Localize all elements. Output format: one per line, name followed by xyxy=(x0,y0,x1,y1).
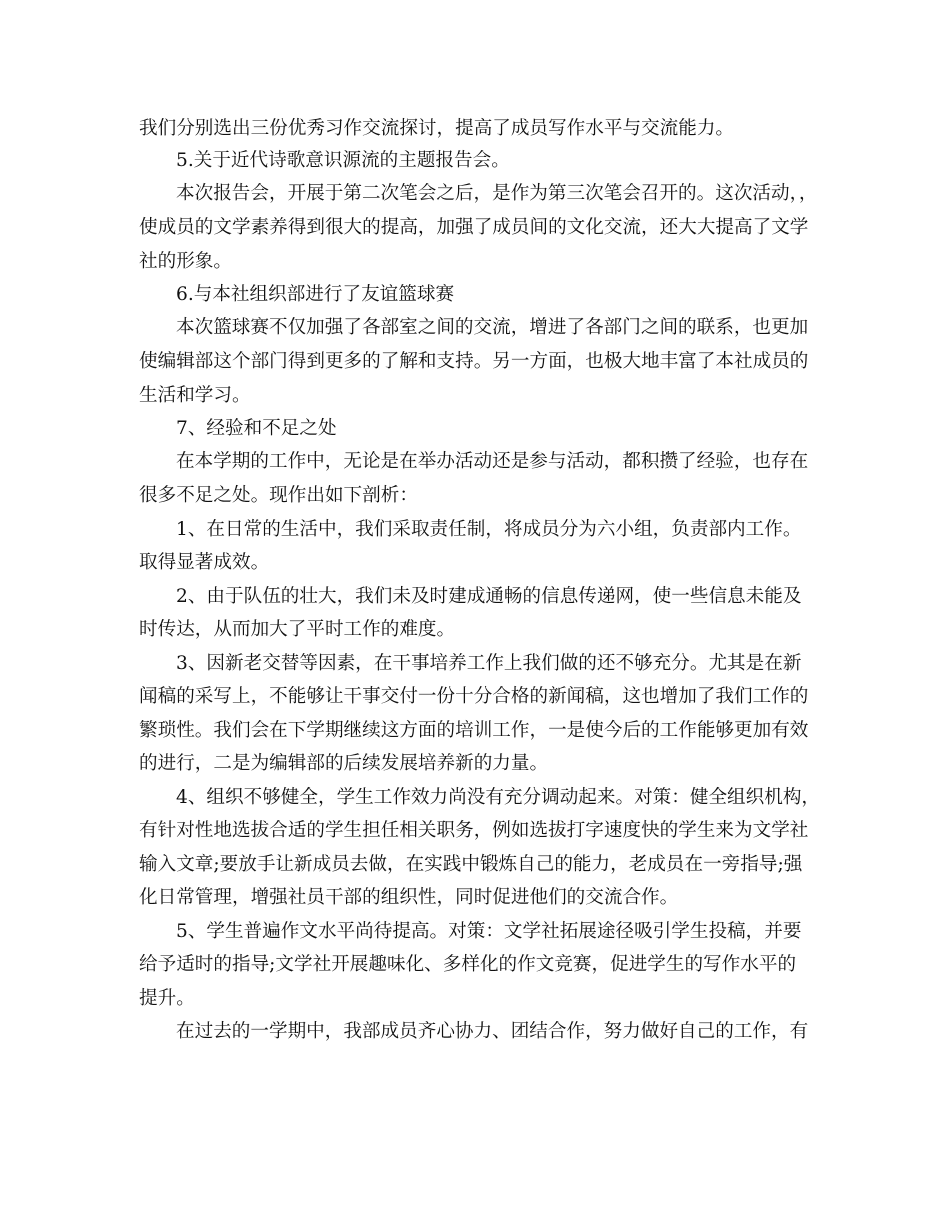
text-line: 社的形象。 xyxy=(139,251,232,272)
text-line: 提升。 xyxy=(139,988,195,1009)
text-line: 化日常管理，增强社员干部的组织性，同时促进他们的交流合作。 xyxy=(139,887,679,908)
text-line: 的进行，二是为编辑部的后续发展培养新的力量。 xyxy=(139,753,549,774)
paragraph-first-line: 2、由于队伍的壮大，我们未及时建成通畅的信息传递网，使一些信息未能及 xyxy=(176,586,802,607)
paragraph-first-line: 本次篮球赛不仅加强了各部室之间的交流，增进了各部门之间的联系，也更加 xyxy=(176,317,809,338)
paragraph-first-line: 1、在日常的生活中，我们采取责任制，将成员分为六小组，负责部内工作。 xyxy=(176,519,802,540)
paragraph-first-line: 在过去的一学期中，我部成员齐心协力、团结合作，努力做好自己的工作，有 xyxy=(176,1021,809,1042)
paragraph-first-line: 3、因新老交替等因素，在干事培养工作上我们做的还不够充分。尤其是在新 xyxy=(176,653,802,674)
text-line: 时传达，从而加大了平时工作的难度。 xyxy=(139,619,456,640)
paragraph-first-line: 在本学期的工作中，无论是在举办活动还是参与活动，都积攒了经验，也存在 xyxy=(176,451,809,472)
text-line: 生活和学习。 xyxy=(139,385,251,406)
text-line: 有针对性地选拔合适的学生担任相关职务，例如选拔打字速度快的学生来为文学社 xyxy=(139,820,809,841)
text-line: 使编辑部这个部门得到更多的了解和支持。另一方面，也极大地丰富了本社成员的 xyxy=(139,351,809,372)
paragraph-first-line: 5、学生普遍作文水平尚待提高。对策：文学社拓展途径吸引学生投稿，并要 xyxy=(176,921,802,942)
text-line: 取得显著成效。 xyxy=(139,552,270,573)
paragraph-first-line: 本次报告会，开展于第二次笔会之后，是作为第三次笔会召开的。这次活动，， xyxy=(176,183,818,204)
section-heading: 5.关于近代诗歌意识源流的主题报告会。 xyxy=(176,150,510,171)
text-line: 很多不足之处。现作出如下剖析： xyxy=(139,485,418,506)
text-line: 闻稿的采写上，不能够让干事交付一份十分合格的新闻稿，这也增加了我们工作的 xyxy=(139,686,809,707)
text-line: 输入文章;要放手让新成员去做，在实践中锻炼自己的能力，老成员在一旁指导;强 xyxy=(139,854,803,875)
text-line: 我们分别选出三份优秀习作交流探讨，提高了成员写作水平与交流能力。 xyxy=(139,118,735,139)
paragraph-first-line: 4、组织不够健全，学生工作效力尚没有充分调动起来。对策：健全组织机构， xyxy=(176,787,821,808)
text-line: 使成员的文学素养得到很大的提高，加强了成员间的文化交流，还大大提高了文学 xyxy=(139,217,809,238)
section-heading: 6.与本社组织部进行了友谊篮球赛 xyxy=(176,284,455,305)
text-line: 繁琐性。我们会在下学期继续这方面的培训工作，一是使今后的工作能够更加有效 xyxy=(139,720,809,741)
section-heading: 7、经验和不足之处 xyxy=(176,418,337,439)
text-line: 给予适时的指导;文学社开展趣味化、多样化的作文竞赛，促进学生的写作水平的 xyxy=(139,954,797,975)
